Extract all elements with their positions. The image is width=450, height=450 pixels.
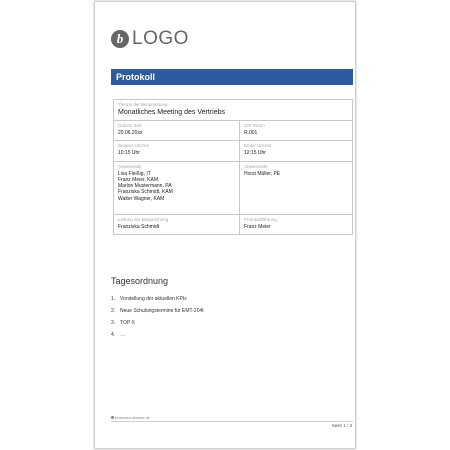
end-cell [240, 141, 353, 161]
topic-value: Monatliches Meeting des Vertriebs [118, 109, 225, 116]
lead-cell [114, 214, 240, 234]
end-label: Ende/ Uhrzeit [244, 143, 272, 149]
document-page [95, 2, 355, 448]
present-label: Anwesende [118, 163, 142, 169]
table-row [114, 121, 353, 141]
table-row [114, 100, 353, 121]
start-cell [114, 141, 240, 161]
brand-dot-icon [111, 416, 114, 419]
agenda-list [111, 296, 204, 344]
table-row [114, 141, 353, 161]
topic-label: Thema der Besprechung [118, 102, 168, 107]
agenda-title: Tagesordnung [111, 276, 169, 286]
attendee: Marion Mustermann, PA [118, 183, 172, 190]
page-number: Seite 1 / 3 [331, 423, 352, 428]
start-value: 10:15 Uhr [118, 150, 140, 157]
list-item [111, 308, 204, 320]
place-value: R.001 [244, 130, 258, 136]
absentee: Horst Müller, PE [244, 170, 281, 177]
item-number: 1. [111, 296, 116, 302]
footer-brand-text: business-wissen.de [115, 415, 150, 420]
item-number: 3. [111, 320, 116, 326]
item-text: … [120, 332, 125, 338]
logo-text: LOGO [132, 28, 189, 49]
item-number: 4. [111, 332, 116, 338]
list-item [111, 296, 204, 308]
date-label: Datum/ Zeit [118, 123, 142, 128]
list-item [111, 320, 204, 332]
present-list [118, 171, 236, 202]
minutes-cell [240, 214, 353, 234]
table-row [114, 214, 353, 234]
attendee: Franziska Schmidt, KAM [118, 189, 173, 196]
meeting-info-table [113, 99, 353, 235]
footer-brand [111, 415, 150, 420]
logo-mark-icon: b [111, 30, 129, 48]
item-text: Vorstellung der aktuellen KPIs [120, 296, 187, 302]
absent-list [244, 171, 349, 177]
absent-label: Abwesende [244, 163, 268, 169]
date-value: 20.06.20xx [118, 130, 143, 136]
present-cell [114, 161, 240, 214]
lead-label: Leitung der Besprechung [118, 216, 169, 222]
footer-divider [111, 421, 353, 422]
place-label: Ort/ Raum [244, 123, 265, 128]
absent-cell [240, 161, 353, 214]
place-cell [240, 121, 353, 141]
lead-value: Franziska Schmidt [118, 223, 160, 230]
item-text: TOP X [120, 320, 135, 326]
start-label: Beginn/ Uhrzeit [118, 143, 149, 149]
document-title: Protokoll [111, 69, 353, 85]
logo [111, 28, 189, 50]
attendee: Lisa Fleißig, IT [118, 170, 151, 177]
end-value: 12:15 Uhr [244, 150, 266, 157]
attendee: Franz Meier, KAM [118, 176, 159, 183]
list-item [111, 332, 204, 344]
item-text: Neue Schulungstermine für EMT-204t [120, 308, 204, 314]
item-number: 2. [111, 308, 116, 314]
attendee: Walter Wagner, KAM [118, 195, 165, 202]
table-row [114, 161, 353, 214]
minutes-value: Franz Meier [244, 223, 271, 230]
minutes-label: Protokollführung [244, 216, 277, 222]
date-cell [114, 121, 240, 141]
topic-cell [114, 100, 353, 121]
